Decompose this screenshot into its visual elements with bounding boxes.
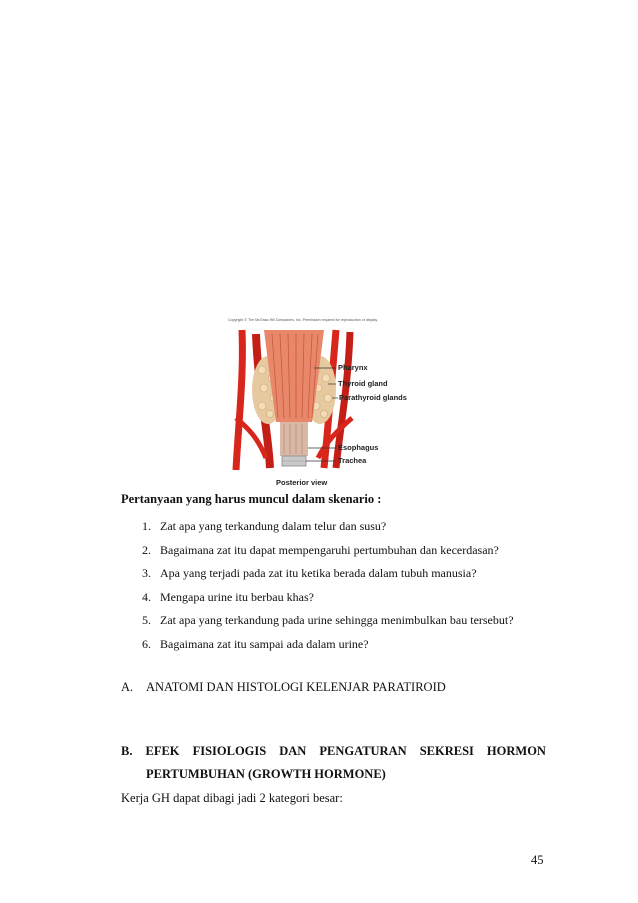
thyroid-posterior-illustration	[228, 318, 428, 490]
anatomy-figure	[228, 318, 428, 490]
item-text: Mengapa urine itu berbau khas?	[160, 589, 314, 604]
section-b-word: EFEK	[145, 744, 180, 758]
list-item	[142, 543, 514, 567]
list-item	[142, 637, 514, 661]
section-b-heading	[121, 744, 546, 782]
section-a-heading	[121, 680, 446, 695]
item-text: Zat apa yang terkandung pada urine sehingga menimbulkan bau tersebut?	[160, 613, 514, 627]
label-thyroid-gland: Thyroid gland	[338, 379, 388, 388]
section-b-word: PENGATURAN	[319, 744, 407, 758]
item-text: Zat apa yang terkandung dalam telur dan susu?	[160, 519, 387, 533]
item-text: Bagaimana zat itu sampai ada dalam urine?	[160, 636, 369, 651]
item-number: 1.	[142, 519, 151, 533]
section-b-word: B.	[121, 744, 133, 758]
body-paragraph: Kerja GH dapat dibagi jadi 2 kategori besar:	[121, 791, 343, 805]
label-pharynx: Pharynx	[338, 363, 368, 372]
item-number: 5.	[142, 613, 151, 627]
list-item	[142, 519, 514, 543]
section-title: ANATOMI DAN HISTOLOGI KELENJAR PARATIROID	[146, 680, 446, 694]
list-item	[142, 613, 514, 637]
section-b-word: DAN	[279, 744, 307, 758]
figure-caption: Posterior view	[276, 478, 328, 487]
section-letter: A.	[121, 680, 134, 694]
section-b-word: SEKRESI	[419, 744, 474, 758]
item-number: 6.	[142, 636, 151, 651]
list-item	[142, 566, 514, 590]
figure-copyright: Copyright © The McGraw-Hill Companies, Inc. Permission required for reproduction or display.	[228, 318, 378, 322]
page-number: 45	[531, 853, 544, 867]
label-esophagus: Esophagus	[338, 443, 379, 452]
section-b-line1	[121, 744, 546, 759]
item-text: Apa yang terjadi pada zat itu ketika berada dalam tubuh manusia?	[160, 566, 477, 580]
label-parathyroid-glands: Parathyroid glands	[339, 393, 407, 402]
item-text: Bagaimana zat itu dapat mempengaruhi pertumbuhan dan kecerdasan?	[160, 542, 499, 557]
list-item	[142, 590, 514, 614]
section-b-word: HORMON	[486, 744, 546, 758]
questions-heading: Pertanyaan yang harus muncul dalam skenario :	[121, 492, 382, 506]
section-b-word: FISIOLOGIS	[192, 744, 267, 758]
question-list	[142, 519, 514, 660]
item-number: 2.	[142, 542, 151, 557]
item-number: 4.	[142, 589, 151, 604]
section-b-line2: PERTUMBUHAN (GROWTH HORMONE)	[146, 767, 386, 781]
label-trachea: Trachea	[338, 456, 367, 465]
item-number: 3.	[142, 566, 151, 580]
